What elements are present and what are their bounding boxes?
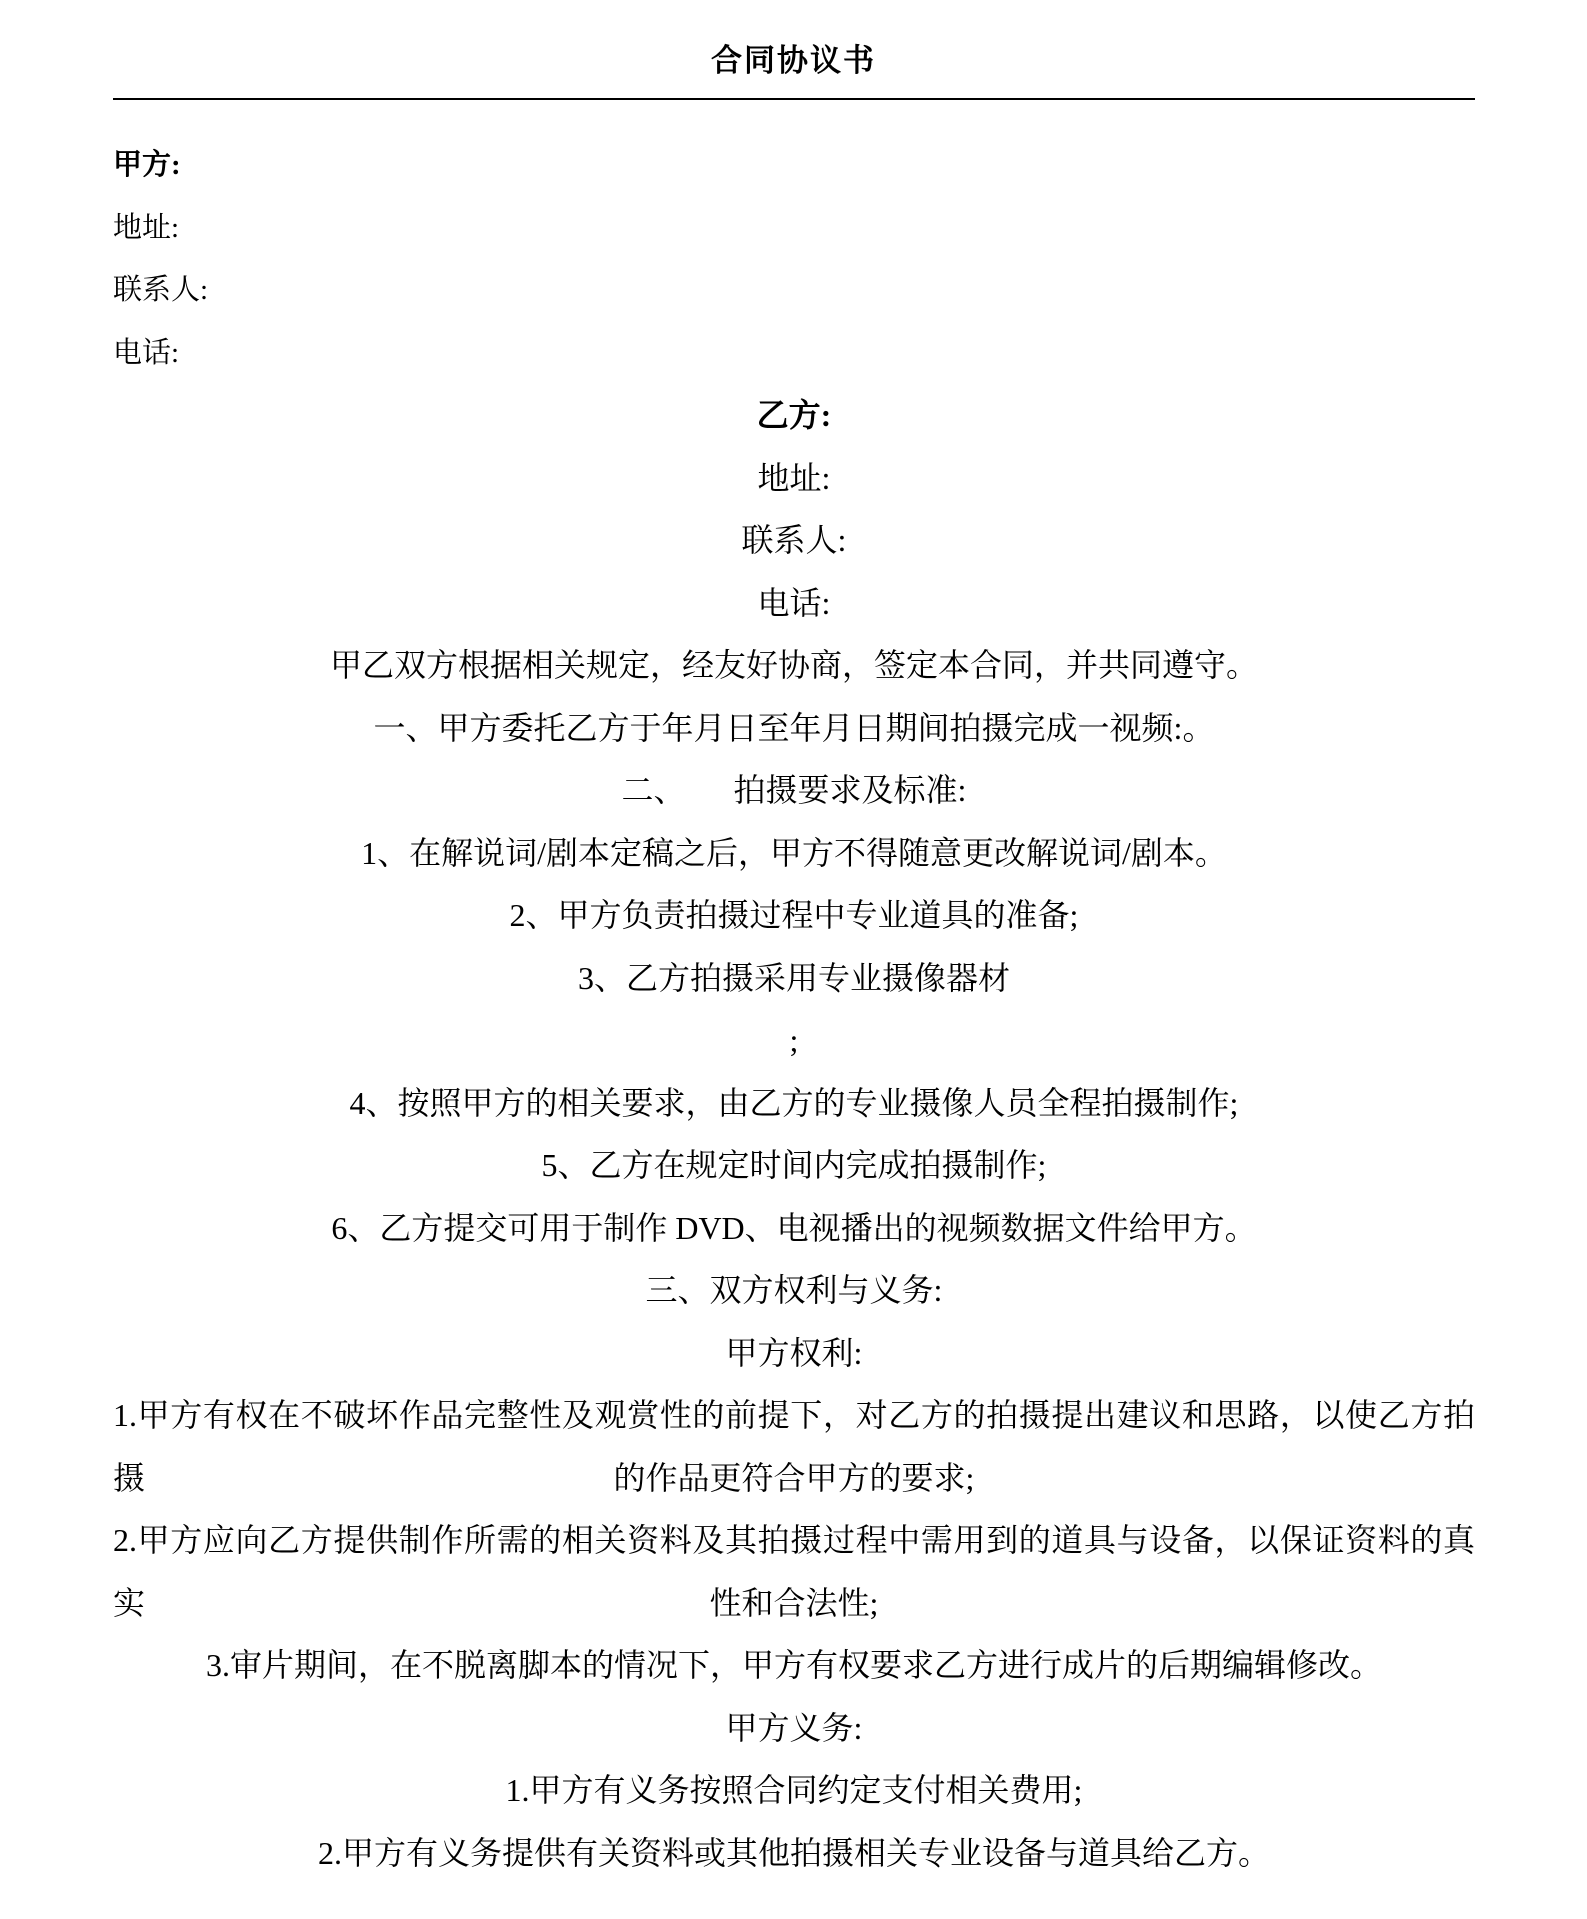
doc-line: 联系人:: [741, 522, 847, 558]
doc-line: 电话:: [757, 584, 831, 621]
doc-line: 性和合法性;: [709, 1584, 879, 1621]
doc-line: 1、在解说词/剧本定稿之后，甲方不得随意更改解说词/剧本。: [361, 834, 1227, 871]
doc-line: 5、乙方在规定时间内完成拍摄制作;: [541, 1147, 1047, 1183]
doc-line: 一、甲方委托乙方于年月日至年月日期间拍摄完成一视频:。: [373, 709, 1215, 746]
doc-line: 二、 拍摄要求及标准:: [621, 772, 967, 808]
doc-line: 甲方:: [113, 149, 181, 181]
doc-line: ;: [789, 1022, 799, 1058]
doc-line: 地址:: [113, 211, 180, 244]
doc-line: 联系人:: [113, 274, 209, 306]
doc-line: 3.审片期间，在不脱离脚本的情况下，甲方有权要求乙方进行成片的后期编辑修改。: [205, 1647, 1382, 1683]
title-divider: [113, 98, 1475, 100]
doc-line: 1.甲方有权在不破坏作品完整性及观赏性的前提下，对乙方的拍摄提出建议和思路，以使乙方拍摄: [113, 1397, 1475, 1496]
doc-line: 三、双方权利与义务:: [645, 1272, 943, 1308]
doc-line: 2.甲方应向乙方提供制作所需的相关资料及其拍摄过程中需用到的道具与设备，以保证资料的真实: [113, 1522, 1475, 1621]
doc-line: 地址:: [757, 459, 831, 496]
doc-line: 乙方:: [756, 397, 832, 433]
doc-line: 1.甲方有义务按照合同约定支付相关费用;: [505, 1772, 1083, 1808]
doc-line: 电话:: [113, 336, 180, 369]
document-body: [113, 134, 1475, 1884]
doc-line: 的作品更符合甲方的要求;: [613, 1459, 975, 1496]
doc-line: 甲方义务:: [725, 1709, 863, 1746]
doc-line: 2、甲方负责拍摄过程中专业道具的准备;: [509, 897, 1079, 933]
doc-line: 2.甲方有义务提供有关资料或其他拍摄相关专业设备与道具给乙方。: [317, 1834, 1270, 1871]
doc-line: 4、按照甲方的相关要求，由乙方的专业摄像人员全程拍摄制作;: [349, 1084, 1239, 1121]
document-title: 合同协议书: [711, 43, 876, 78]
doc-line: 3、乙方拍摄采用专业摄像器材: [577, 959, 1010, 996]
doc-line: 甲方权利:: [725, 1334, 863, 1371]
doc-line: 甲乙双方根据相关规定，经友好协商，签定本合同，并共同遵守。: [329, 647, 1258, 683]
doc-line: 6、乙方提交可用于制作 DVD、电视播出的视频数据文件给甲方。: [331, 1209, 1257, 1246]
